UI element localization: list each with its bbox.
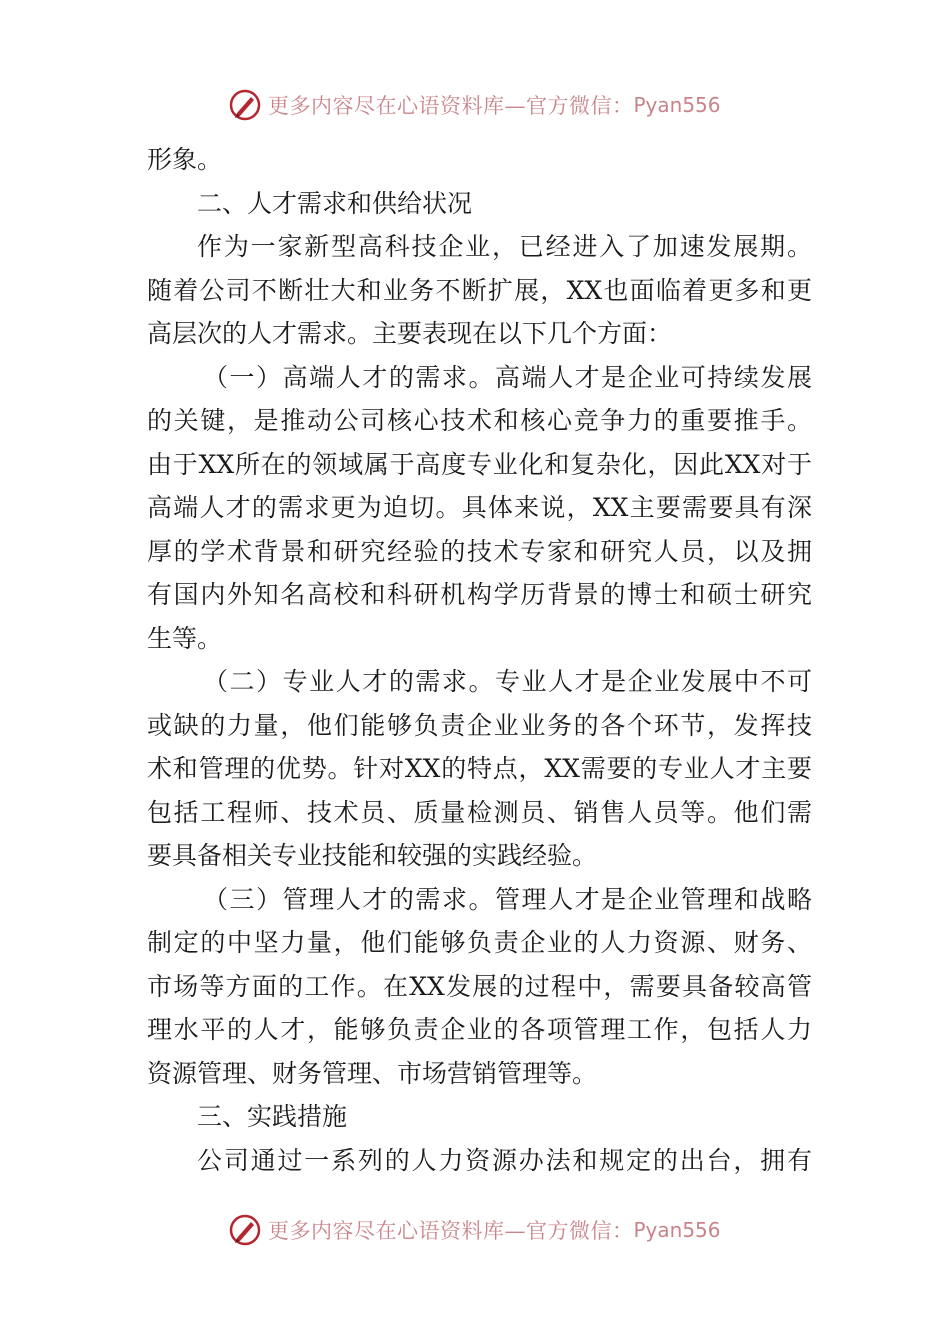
text-line: 制定的中坚力量，他们能够负责企业的人力资源、财务、 <box>147 928 812 957</box>
text-line: 厚的学术背景和研究经验的技术专家和研究人员，以及拥 <box>147 536 812 566</box>
text-line: 的关键，是推动公司核心技术和核心竞争力的重要推手。 <box>147 406 812 435</box>
text-line: 随着公司不断壮大和业务不断扩展，XX也面临着更多和更 <box>147 275 812 305</box>
text-line: 高层次的人才需求。主要表现在以下几个方面： <box>147 319 673 348</box>
text-line: （一）高端人才的需求。高端人才是企业可持续发展 <box>203 362 812 392</box>
text-line: （二）专业人才的需求。专业人才是企业发展中不可 <box>203 667 812 696</box>
text-line: （三）管理人才的需求。管理人才是企业管理和战略 <box>203 884 812 914</box>
text-line: 形象。 <box>147 145 223 174</box>
document-body <box>147 138 812 1182</box>
section-heading: 三、实践措施 <box>197 1102 348 1131</box>
text-line: 或缺的力量，他们能够负责企业业务的各个环节，发挥技 <box>147 710 812 740</box>
text-line: 理水平的人才，能够负责企业的各项管理工作，包括人力 <box>147 1015 812 1044</box>
banner-text: 更多内容尽在心语资料库—官方微信： <box>268 1219 634 1243</box>
text-line: 资源管理、财务管理、市场营销管理等。 <box>147 1058 598 1088</box>
text-line: 高端人才的需求更为迫切。具体来说，XX主要需要具有深 <box>147 493 812 522</box>
text-line: 由于XX所在的领域属于高度专业化和复杂化，因此XX对于 <box>147 449 812 479</box>
text-line: 要具备相关专业技能和较强的实践经验。 <box>147 841 598 870</box>
text-line: 公司通过一系列的人力资源办法和规定的出台，拥有 <box>197 1145 812 1175</box>
text-line: 市场等方面的工作。在XX发展的过程中，需要具备较高管 <box>147 971 812 1001</box>
header-banner <box>228 88 721 122</box>
text-line: 有国内外知名高校和科研机构学历背景的博士和硕士研究 <box>147 580 812 609</box>
text-line: 术和管理的优势。针对XX的特点，XX需要的专业人才主要 <box>147 754 812 783</box>
pen-logo-icon <box>228 1213 262 1247</box>
pen-logo-icon <box>228 88 262 122</box>
banner-wechat-id: Pyan556 <box>633 1218 721 1242</box>
text-line: 包括工程师、技术员、质量检测员、销售人员等。他们需 <box>147 797 812 827</box>
section-heading: 二、人才需求和供给状况 <box>197 188 473 218</box>
text-line: 生等。 <box>147 623 223 653</box>
footer-banner <box>228 1213 721 1247</box>
text-line: 作为一家新型高科技企业，已经进入了加速发展期。 <box>197 232 812 261</box>
banner-wechat-id: Pyan556 <box>633 93 721 117</box>
banner-text: 更多内容尽在心语资料库—官方微信： <box>268 94 634 118</box>
